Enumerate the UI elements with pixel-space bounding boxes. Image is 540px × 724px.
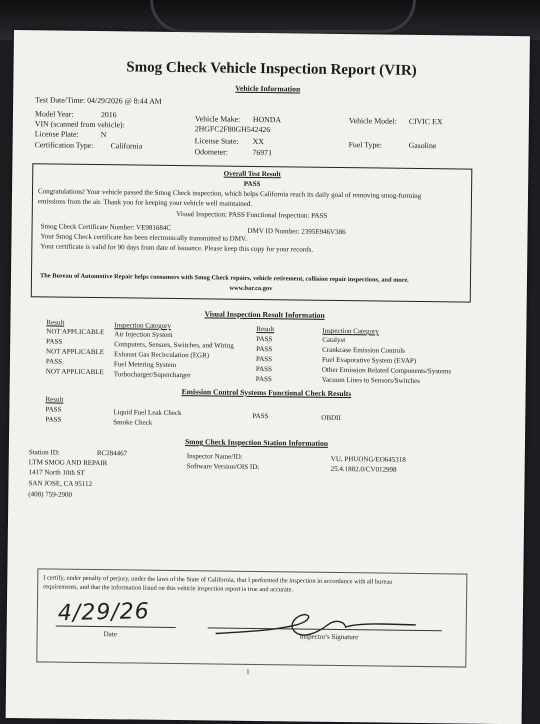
- test-datetime-value: 04/29/2026 @ 8:44 AM: [87, 95, 162, 106]
- visual-category-header-right: Inspection Category: [322, 326, 379, 336]
- report-title: Smog Check Vehicle Inspection Report (VIR): [126, 59, 417, 79]
- license-plate-value: N: [100, 130, 107, 140]
- functional-check-heading: Emission Control Systems Functional Check Results: [181, 387, 352, 399]
- visual-result-header-left: Result: [46, 318, 65, 327]
- inspector-value: VU, PHUONG/EO645318: [330, 454, 406, 464]
- visual-right-category: Fuel Evaporative System (EVAP): [321, 355, 417, 365]
- functional-left-category: Smoke Check: [113, 418, 153, 427]
- odometer-label: Odometer:: [194, 147, 228, 157]
- visual-result-header-right: Result: [256, 324, 275, 334]
- station-id-label: Station ID:: [28, 448, 60, 457]
- transmitted-notice: Your Smog Check certificate has been electronically transmitted to DMV.: [40, 232, 247, 243]
- make-value: HONDA: [252, 114, 282, 125]
- functional-right-category: OBDII: [321, 413, 341, 423]
- station-phone: (408) 759-2900: [28, 490, 73, 499]
- fuel-type-value: Gasoline: [408, 140, 437, 151]
- date-line: [56, 626, 176, 628]
- congrats-line-1: Congratulations! Your vehicle passed the Smog Check inspection, which helps California reach its daily goal of removing smog-forming: [37, 187, 422, 200]
- fuel-type-label: Fuel Type:: [348, 140, 382, 150]
- visual-functional-summary: Visual Inspection: PASS Functional Inspection: PASS: [176, 209, 328, 220]
- station-city: SAN JOSE, CA 95112: [28, 479, 93, 488]
- visual-category-header-left: Inspection Category: [114, 321, 172, 330]
- model-label: Vehicle Model:: [348, 116, 397, 126]
- visual-left-result: PASS: [45, 357, 63, 366]
- visual-left-category: Computers, Sensors, Switches, and Wiring: [114, 340, 234, 350]
- visual-right-category: Other Emission Related Components/Systems: [321, 365, 452, 376]
- inspector-label: Inspector Name/ID:: [186, 452, 243, 461]
- inspection-report-paper: [6, 30, 530, 724]
- visual-right-result: PASS: [256, 344, 273, 354]
- functional-left-category: Liquid Fuel Leak Check: [113, 408, 182, 418]
- certification-line-2: requirements, and that the information listed on this vehicle inspection report is true and accurate.: [43, 583, 294, 594]
- visual-left-category: Exhaust Gas Recirculation (EGR): [113, 350, 210, 360]
- visual-right-result: PASS: [255, 374, 272, 384]
- visual-left-result: NOT APPLICABLE: [46, 327, 105, 337]
- license-plate-label: License Plate:: [34, 129, 79, 139]
- vehicle-info-heading: Vehicle Information: [235, 83, 301, 94]
- station-id-value: RC284467: [96, 449, 128, 458]
- page-number: 1: [246, 667, 250, 676]
- cert-type-label: Certification Type:: [34, 140, 94, 150]
- visual-left-category: Turbocharger/Supercharger: [113, 370, 191, 380]
- visual-right-result: PASS: [255, 364, 273, 374]
- license-state-label: License State:: [194, 136, 239, 146]
- visual-right-result: PASS: [256, 334, 273, 344]
- functional-left-result: PASS: [45, 415, 62, 424]
- test-datetime-label: Test Date/Time:: [35, 95, 86, 105]
- car-seat-outline: [150, 0, 416, 33]
- model-value: CIVIC EX: [408, 116, 443, 127]
- signature-label: Inspector's Signature: [299, 632, 359, 642]
- certificate-number: Smog Check Certificate Number: VE981684C: [40, 222, 172, 232]
- station-info-heading: Smog Check Inspection Station Information: [184, 437, 329, 448]
- model-year-value: 2016: [100, 110, 117, 120]
- station-street: 1417 North 10th ST: [28, 468, 85, 477]
- software-label: Software Version/OIS ID:: [186, 462, 260, 472]
- bar-notice-line-1: The Bureau of Automotive Repair helps consumers with Smog Check repairs, vehicle retirement, collision repair inspections, and more.: [39, 272, 409, 284]
- visual-left-result: PASS: [46, 337, 63, 346]
- visual-left-result: NOT APPLICABLE: [45, 367, 104, 377]
- congrats-line-2: emissions from the air. Thank you for keeping your vehicle well maintained.: [37, 197, 253, 208]
- license-state-value: XX: [252, 136, 264, 147]
- certification-line-1: I certify, under penalty of perjury, under the laws of the State of California, that I performed the inspection in accordance with all bureau: [43, 574, 393, 586]
- certification-box: [36, 568, 467, 667]
- model-year-label: Model Year:: [34, 109, 74, 119]
- dmv-id-number: DMV ID Number: 2395E946V386: [247, 226, 346, 237]
- validity-notice: Your certificate is valid for 90 days from date of issuance. Please keep this copy for your records.: [40, 242, 314, 254]
- overall-result-box: [31, 163, 473, 302]
- functional-left-result: PASS: [45, 405, 62, 414]
- date-label: Date: [103, 630, 117, 639]
- bar-website: www.bar.ca.gov: [229, 284, 273, 293]
- vin-value: 2HGFC2F80GH542426: [194, 124, 271, 135]
- visual-right-category: Crankcase Emission Controls: [322, 345, 405, 355]
- visual-left-category: Air Injection System: [114, 330, 173, 339]
- vin-label: VIN (scanned from vehicle):: [34, 119, 125, 130]
- visual-inspection-heading: Visual Inspection Result Information: [204, 309, 325, 320]
- handwritten-date: 4/29/26: [57, 599, 150, 627]
- make-label: Vehicle Make:: [194, 114, 241, 124]
- visual-left-category: Fuel Metering System: [113, 360, 177, 370]
- visual-right-category: Catalyst: [322, 335, 346, 345]
- visual-left-result: NOT APPLICABLE: [46, 347, 105, 357]
- test-datetime: [35, 95, 162, 106]
- visual-right-result: PASS: [255, 354, 273, 364]
- visual-right-category: Vacuum Lines to Sensors/Switches: [321, 375, 420, 385]
- station-name: LTM SMOG AND REPAIR: [28, 458, 108, 468]
- overall-result-heading: Overall Test Result: [223, 169, 281, 179]
- functional-result-header: Result: [45, 395, 64, 404]
- functional-right-result: PASS: [252, 411, 269, 421]
- cert-type-value: California: [110, 141, 143, 151]
- overall-result-value: PASS: [243, 179, 261, 189]
- software-value: 25.4.1882.0/CV012998: [330, 464, 397, 474]
- odometer-value: 76971: [252, 147, 273, 158]
